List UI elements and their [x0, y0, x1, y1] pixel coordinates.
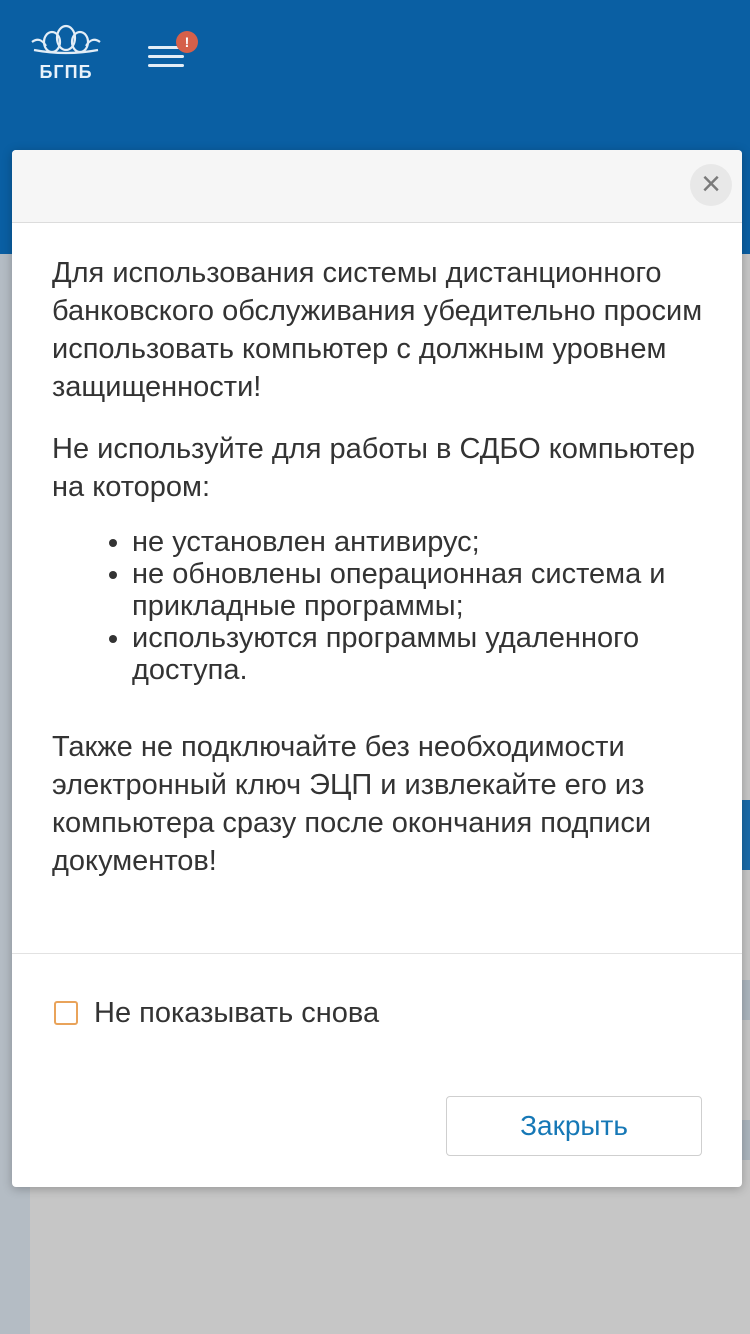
checkbox-label: Не показывать снова	[94, 996, 380, 1029]
warning-paragraph-3: Также не подключайте без необходимости электронный ключ ЭЦП и извлекайте его из компьютера сразу после окончания подписи документов!	[52, 731, 652, 877]
warning-list	[52, 526, 712, 686]
menu-bar	[148, 55, 184, 58]
close-icon[interactable]: ×	[690, 164, 732, 206]
bank-logo[interactable]	[26, 22, 106, 82]
modal-body	[52, 254, 712, 880]
warning-paragraph-2: Не используйте для работы в СДБО компьютер на котором:	[52, 433, 695, 503]
dont-show-again-checkbox-row[interactable]	[54, 996, 379, 1030]
menu-bar	[148, 64, 184, 67]
background-strip	[742, 980, 750, 1020]
list-item: • не обновлены операционная система и прикладные программы;	[132, 558, 712, 622]
dont-show-again-checkbox[interactable]	[54, 1001, 78, 1025]
list-item: • не установлен антивирус;	[132, 526, 712, 558]
notification-badge: !	[176, 31, 198, 53]
bank-logo-icon	[26, 22, 106, 62]
background-strip	[742, 1120, 750, 1160]
security-warning-modal	[12, 150, 742, 1187]
modal-header	[12, 150, 742, 223]
background-strip	[742, 800, 750, 870]
warning-paragraph-1: Для использования системы дистанционного банковского обслуживания убедительно просим использовать компьютер с должным уровнем защищенности!	[52, 257, 703, 403]
logo-text: БГПБ	[39, 62, 93, 82]
close-button[interactable]: Закрыть	[446, 1096, 702, 1156]
list-item: • используются программы удаленного доступа.	[132, 622, 712, 686]
divider	[12, 953, 742, 954]
